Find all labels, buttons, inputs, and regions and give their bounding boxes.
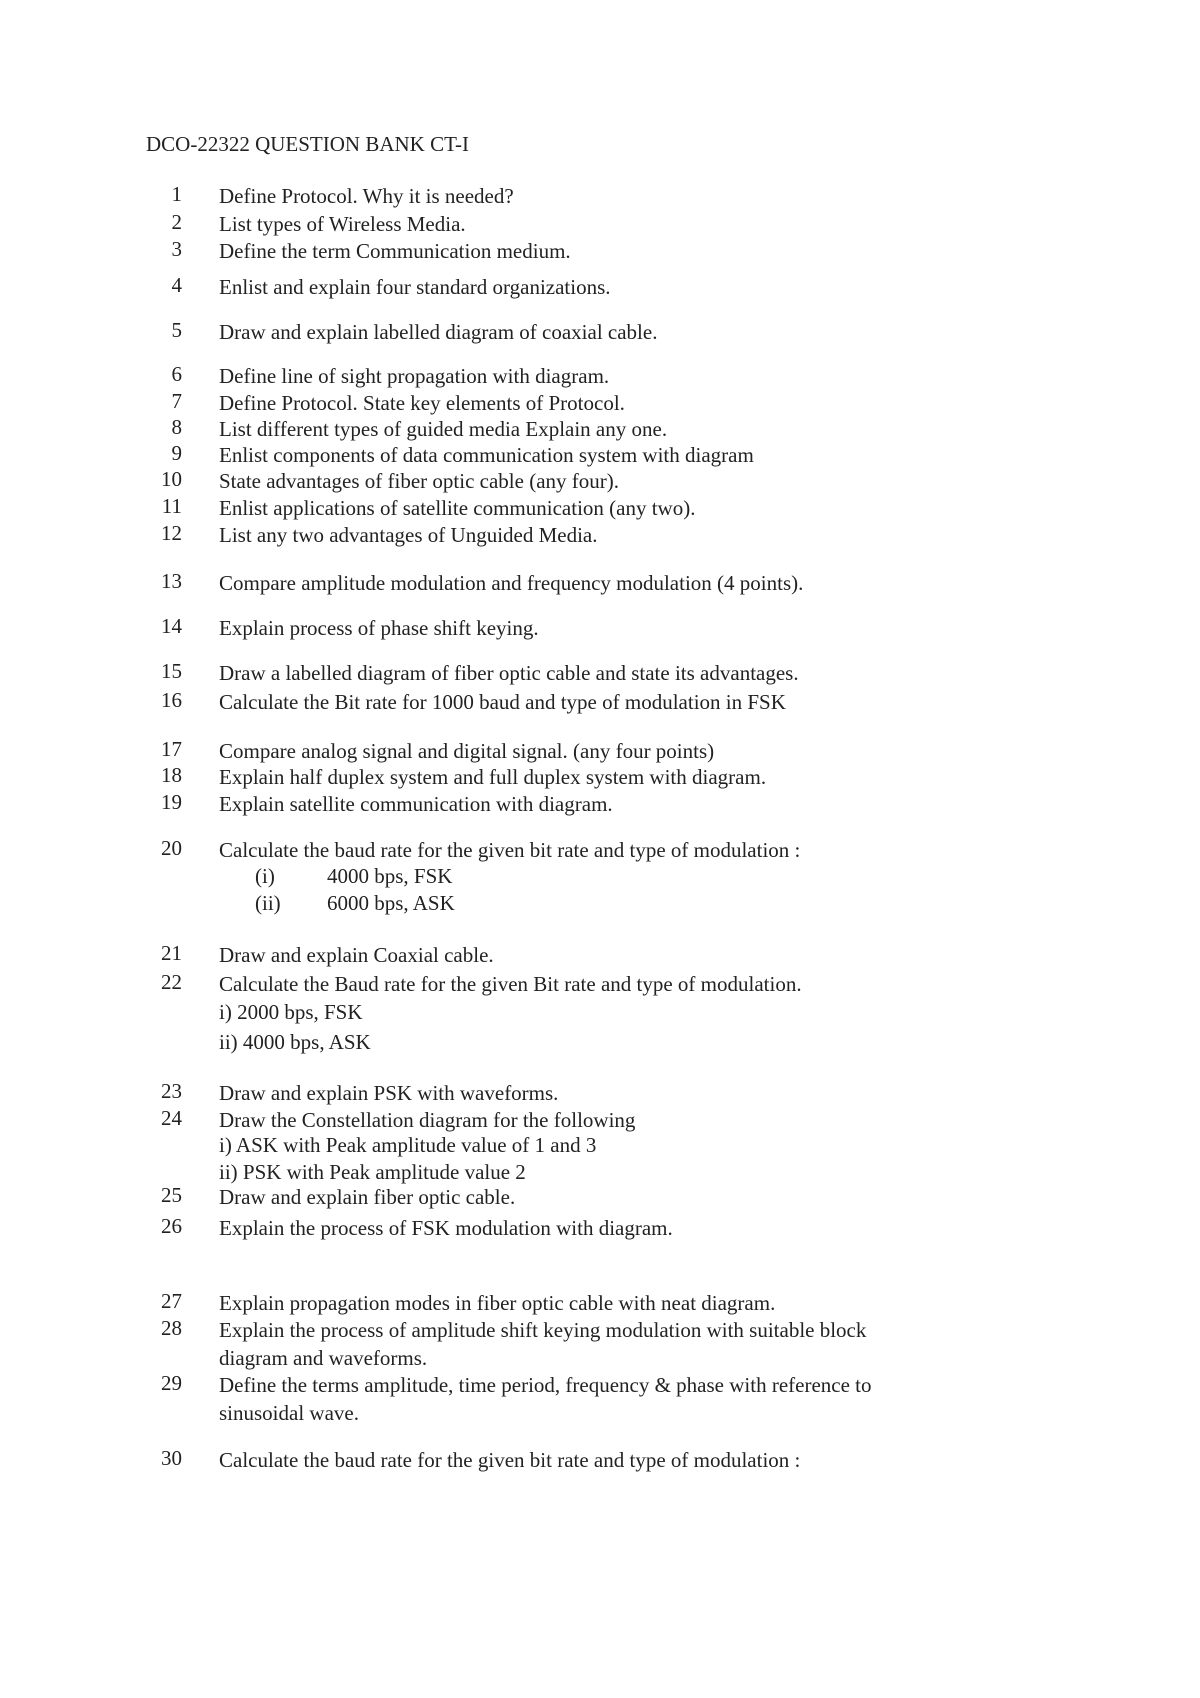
question-number: 13 [161,569,182,593]
question-text: Enlist and explain four standard organizations. [219,275,611,299]
question-text: List different types of guided media Explain any one. [219,417,668,441]
question-text: State advantages of fiber optic cable (any four). [219,469,619,493]
question-text: Draw and explain labelled diagram of coaxial cable. [219,320,658,344]
question-text: Enlist components of data communication system with diagram [219,443,754,467]
question-number: 6 [171,362,182,386]
question-text: Enlist applications of satellite communication (any two). [219,496,696,520]
sub-part-value: 6000 bps, ASK [327,891,455,915]
question-text: Calculate the Bit rate for 1000 baud and type of modulation in FSK [219,690,786,714]
question-number: 19 [161,790,182,814]
question-number: 7 [171,389,182,413]
question-text: Explain the process of amplitude shift keying modulation with suitable block diagram and waveforms. [219,1318,867,1370]
question-text: Define Protocol. State key elements of Protocol. [219,391,625,415]
question-number: 27 [161,1289,182,1313]
question-text: Define the term Communication medium. [219,239,571,263]
sub-part-label: (i) [255,864,275,888]
q22-sub-part: i) 2000 bps, FSK [219,1000,363,1024]
question-text: Calculate the baud rate for the given bit rate and type of modulation : [219,838,801,862]
document-title: DCO-22322 QUESTION BANK CT-I [146,132,469,156]
question-text: List types of Wireless Media. [219,212,466,236]
question-text: Define line of sight propagation with diagram. [219,364,610,388]
question-number: 20 [161,836,182,860]
question-text: Explain satellite communication with diagram. [219,792,613,816]
question-number: 3 [171,237,182,261]
question-number: 15 [161,659,182,683]
question-text: Compare analog signal and digital signal. (any four points) [219,739,715,763]
question-number: 21 [161,941,182,965]
question-text: Draw a labelled diagram of fiber optic cable and state its advantages. [219,661,799,685]
question-number: 17 [161,737,182,761]
question-text: Explain propagation modes in fiber optic cable with neat diagram. [219,1291,776,1315]
question-number: 18 [161,763,182,787]
question-number: 5 [171,318,182,342]
question-number: 2 [171,210,182,234]
question-text: Draw and explain Coaxial cable. [219,943,494,967]
question-number: 29 [161,1371,182,1395]
question-number: 28 [161,1316,182,1340]
question-text: Explain process of phase shift keying. [219,616,539,640]
question-number: 11 [161,494,182,518]
question-text: Draw and explain fiber optic cable. [219,1185,516,1209]
question-number: 24 [161,1106,182,1130]
question-number: 4 [171,273,182,297]
question-number: 16 [161,688,182,712]
sub-part-label: (ii) [255,891,281,915]
q22-sub-part: ii) 4000 bps, ASK [219,1030,371,1054]
question-number: 30 [161,1446,182,1470]
question-text: Calculate the Baud rate for the given Bit rate and type of modulation. [219,972,802,996]
question-text: Compare amplitude modulation and frequency modulation (4 points). [219,571,804,595]
question-number: 8 [171,415,182,439]
question-text: Calculate the baud rate for the given bit rate and type of modulation : [219,1448,801,1472]
question-number: 25 [161,1183,182,1207]
question-number: 23 [161,1079,182,1103]
question-number: 14 [161,614,182,638]
question-number: 1 [171,182,182,206]
q24-sub-part: i) ASK with Peak amplitude value of 1 and 3 [219,1133,597,1157]
question-number: 9 [171,441,182,465]
question-text: Explain the process of FSK modulation with diagram. [219,1216,673,1240]
question-text: Draw the Constellation diagram for the following [219,1108,636,1132]
question-number: 22 [161,970,182,994]
question-text: Define the terms amplitude, time period, frequency & phase with reference to sinusoidal wave. [219,1373,872,1425]
q24-sub-part: ii) PSK with Peak amplitude value 2 [219,1160,526,1184]
question-text: List any two advantages of Unguided Media. [219,523,598,547]
question-text: Define Protocol. Why it is needed? [219,184,514,208]
question-text: Draw and explain PSK with waveforms. [219,1081,559,1105]
question-text: Explain half duplex system and full duplex system with diagram. [219,765,767,789]
question-number: 10 [161,467,182,491]
question-number: 26 [161,1214,182,1238]
question-number: 12 [161,521,182,545]
sub-part-value: 4000 bps, FSK [327,864,453,888]
